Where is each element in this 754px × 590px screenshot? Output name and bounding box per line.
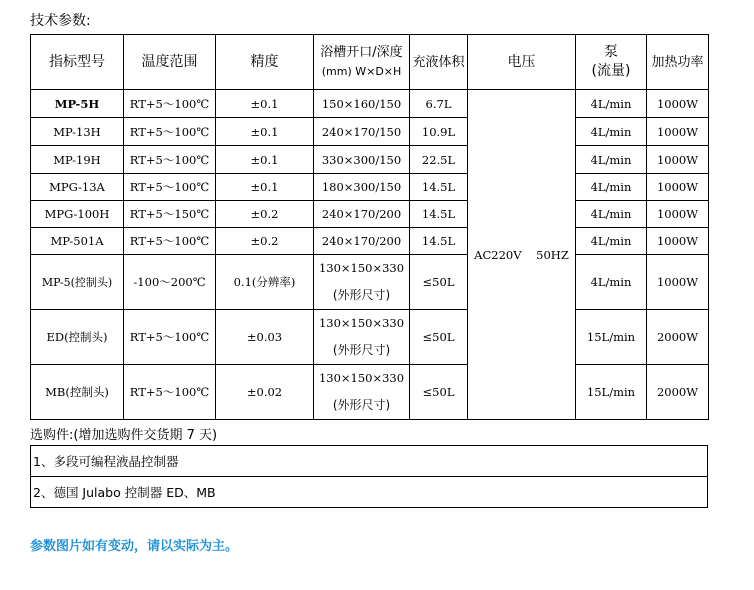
cell-pump: 4L/min — [576, 255, 647, 310]
disclaimer-note: 参数图片如有变动，请以实际为主。 — [30, 539, 239, 554]
cell-model: MPG-100H — [31, 201, 124, 228]
cell-bath-line2: (外形尺寸) — [332, 398, 391, 412]
cell-pump: 4L/min — [576, 90, 647, 118]
cell-voltage — [468, 90, 576, 420]
table-row — [31, 228, 709, 255]
cell-bath — [314, 365, 410, 420]
cell-bath-line2: (外形尺寸) — [332, 288, 391, 302]
cell-model: MP-13H — [31, 118, 124, 146]
header-voltage: 电压 — [468, 35, 576, 90]
header-pump — [576, 35, 647, 90]
header-bath-line2: (mm) W×D×H — [321, 65, 402, 78]
cell-model: MP-501A — [31, 228, 124, 255]
table-row — [31, 365, 709, 420]
header-row — [31, 35, 709, 90]
cell-power: 2000W — [647, 310, 709, 365]
table-row — [31, 146, 709, 174]
cell-volume: 14.5L — [410, 174, 468, 201]
cell-pump: 4L/min — [576, 201, 647, 228]
cell-temp: RT+5～100℃ — [124, 174, 216, 201]
spec-heading: 技术参数: — [30, 13, 91, 29]
cell-temp: RT+5～100℃ — [124, 90, 216, 118]
header-pump-line2: (流量) — [591, 63, 631, 79]
table-row — [31, 90, 709, 118]
header-precision: 精度 — [216, 35, 314, 90]
cell-precision: ±0.03 — [216, 310, 314, 365]
cell-bath-line1: 130×150×330 — [318, 261, 405, 275]
cell-volume: 22.5L — [410, 146, 468, 174]
cell-precision: ±0.1 — [216, 146, 314, 174]
cell-bath-line1: 130×150×330 — [318, 316, 405, 330]
header-bath — [314, 35, 410, 90]
option-row — [31, 446, 708, 477]
cell-temp: RT+5～100℃ — [124, 118, 216, 146]
cell-pump: 15L/min — [576, 365, 647, 420]
header-bath-line1: 浴槽开口/深度 — [320, 45, 403, 60]
header-pump-line1: 泵 — [604, 44, 618, 60]
cell-volume: 6.7L — [410, 90, 468, 118]
cell-precision: ±0.2 — [216, 201, 314, 228]
cell-power: 1000W — [647, 201, 709, 228]
cell-precision: ±0.2 — [216, 228, 314, 255]
table-row — [31, 118, 709, 146]
cell-bath-line2: (外形尺寸) — [332, 343, 391, 357]
options-title: 选购件:(增加选购件交货期 7 天) — [30, 428, 218, 443]
header-volume: 充液体积 — [410, 35, 468, 90]
cell-model: MB(控制头) — [31, 365, 124, 420]
cell-power: 1000W — [647, 174, 709, 201]
cell-volume: ≤50L — [410, 365, 468, 420]
cell-pump: 4L/min — [576, 118, 647, 146]
cell-power: 1000W — [647, 90, 709, 118]
header-model: 指标型号 — [31, 35, 124, 90]
cell-bath: 180×300/150 — [314, 174, 410, 201]
cell-volume: 10.9L — [410, 118, 468, 146]
options-table — [30, 445, 708, 508]
cell-precision: ±0.02 — [216, 365, 314, 420]
cell-precision: 0.1(分辨率) — [216, 255, 314, 310]
cell-bath — [314, 255, 410, 310]
table-row — [31, 174, 709, 201]
cell-temp: RT+5～100℃ — [124, 146, 216, 174]
cell-pump: 4L/min — [576, 146, 647, 174]
table-row — [31, 255, 709, 310]
cell-pump: 4L/min — [576, 174, 647, 201]
cell-model: ED(控制头) — [31, 310, 124, 365]
cell-precision: ±0.1 — [216, 118, 314, 146]
cell-power: 1000W — [647, 255, 709, 310]
cell-power: 1000W — [647, 118, 709, 146]
cell-bath: 240×170/200 — [314, 228, 410, 255]
header-temp: 温度范围 — [124, 35, 216, 90]
cell-power: 1000W — [647, 228, 709, 255]
cell-pump: 4L/min — [576, 228, 647, 255]
cell-temp: RT+5～100℃ — [124, 310, 216, 365]
cell-volume: ≤50L — [410, 310, 468, 365]
option-item: 1、多段可编程液晶控制器 — [31, 446, 708, 477]
cell-bath-line1: 130×150×330 — [318, 371, 405, 385]
table-row — [31, 310, 709, 365]
cell-model: MPG-13A — [31, 174, 124, 201]
table-row — [31, 201, 709, 228]
header-power: 加热功率 — [647, 35, 709, 90]
cell-bath: 240×170/150 — [314, 118, 410, 146]
cell-bath — [314, 310, 410, 365]
cell-temp: RT+5～150℃ — [124, 201, 216, 228]
option-row — [31, 477, 708, 508]
cell-model: MP-19H — [31, 146, 124, 174]
cell-power: 1000W — [647, 146, 709, 174]
cell-bath: 240×170/200 — [314, 201, 410, 228]
cell-model: MP-5(控制头) — [31, 255, 124, 310]
cell-precision: ±0.1 — [216, 174, 314, 201]
cell-temp: -100～200℃ — [124, 255, 216, 310]
cell-volume: ≤50L — [410, 255, 468, 310]
spec-table — [30, 34, 709, 420]
cell-bath: 330×300/150 — [314, 146, 410, 174]
cell-precision: ±0.1 — [216, 90, 314, 118]
option-item: 2、德国 Julabo 控制器 ED、MB — [31, 477, 708, 508]
cell-bath: 150×160/150 — [314, 90, 410, 118]
voltage-value: AC220V 50HZ — [474, 248, 569, 262]
cell-temp: RT+5～100℃ — [124, 365, 216, 420]
cell-volume: 14.5L — [410, 201, 468, 228]
cell-model: MP-5H — [31, 90, 124, 118]
cell-temp: RT+5～100℃ — [124, 228, 216, 255]
cell-pump: 15L/min — [576, 310, 647, 365]
cell-power: 2000W — [647, 365, 709, 420]
cell-volume: 14.5L — [410, 228, 468, 255]
